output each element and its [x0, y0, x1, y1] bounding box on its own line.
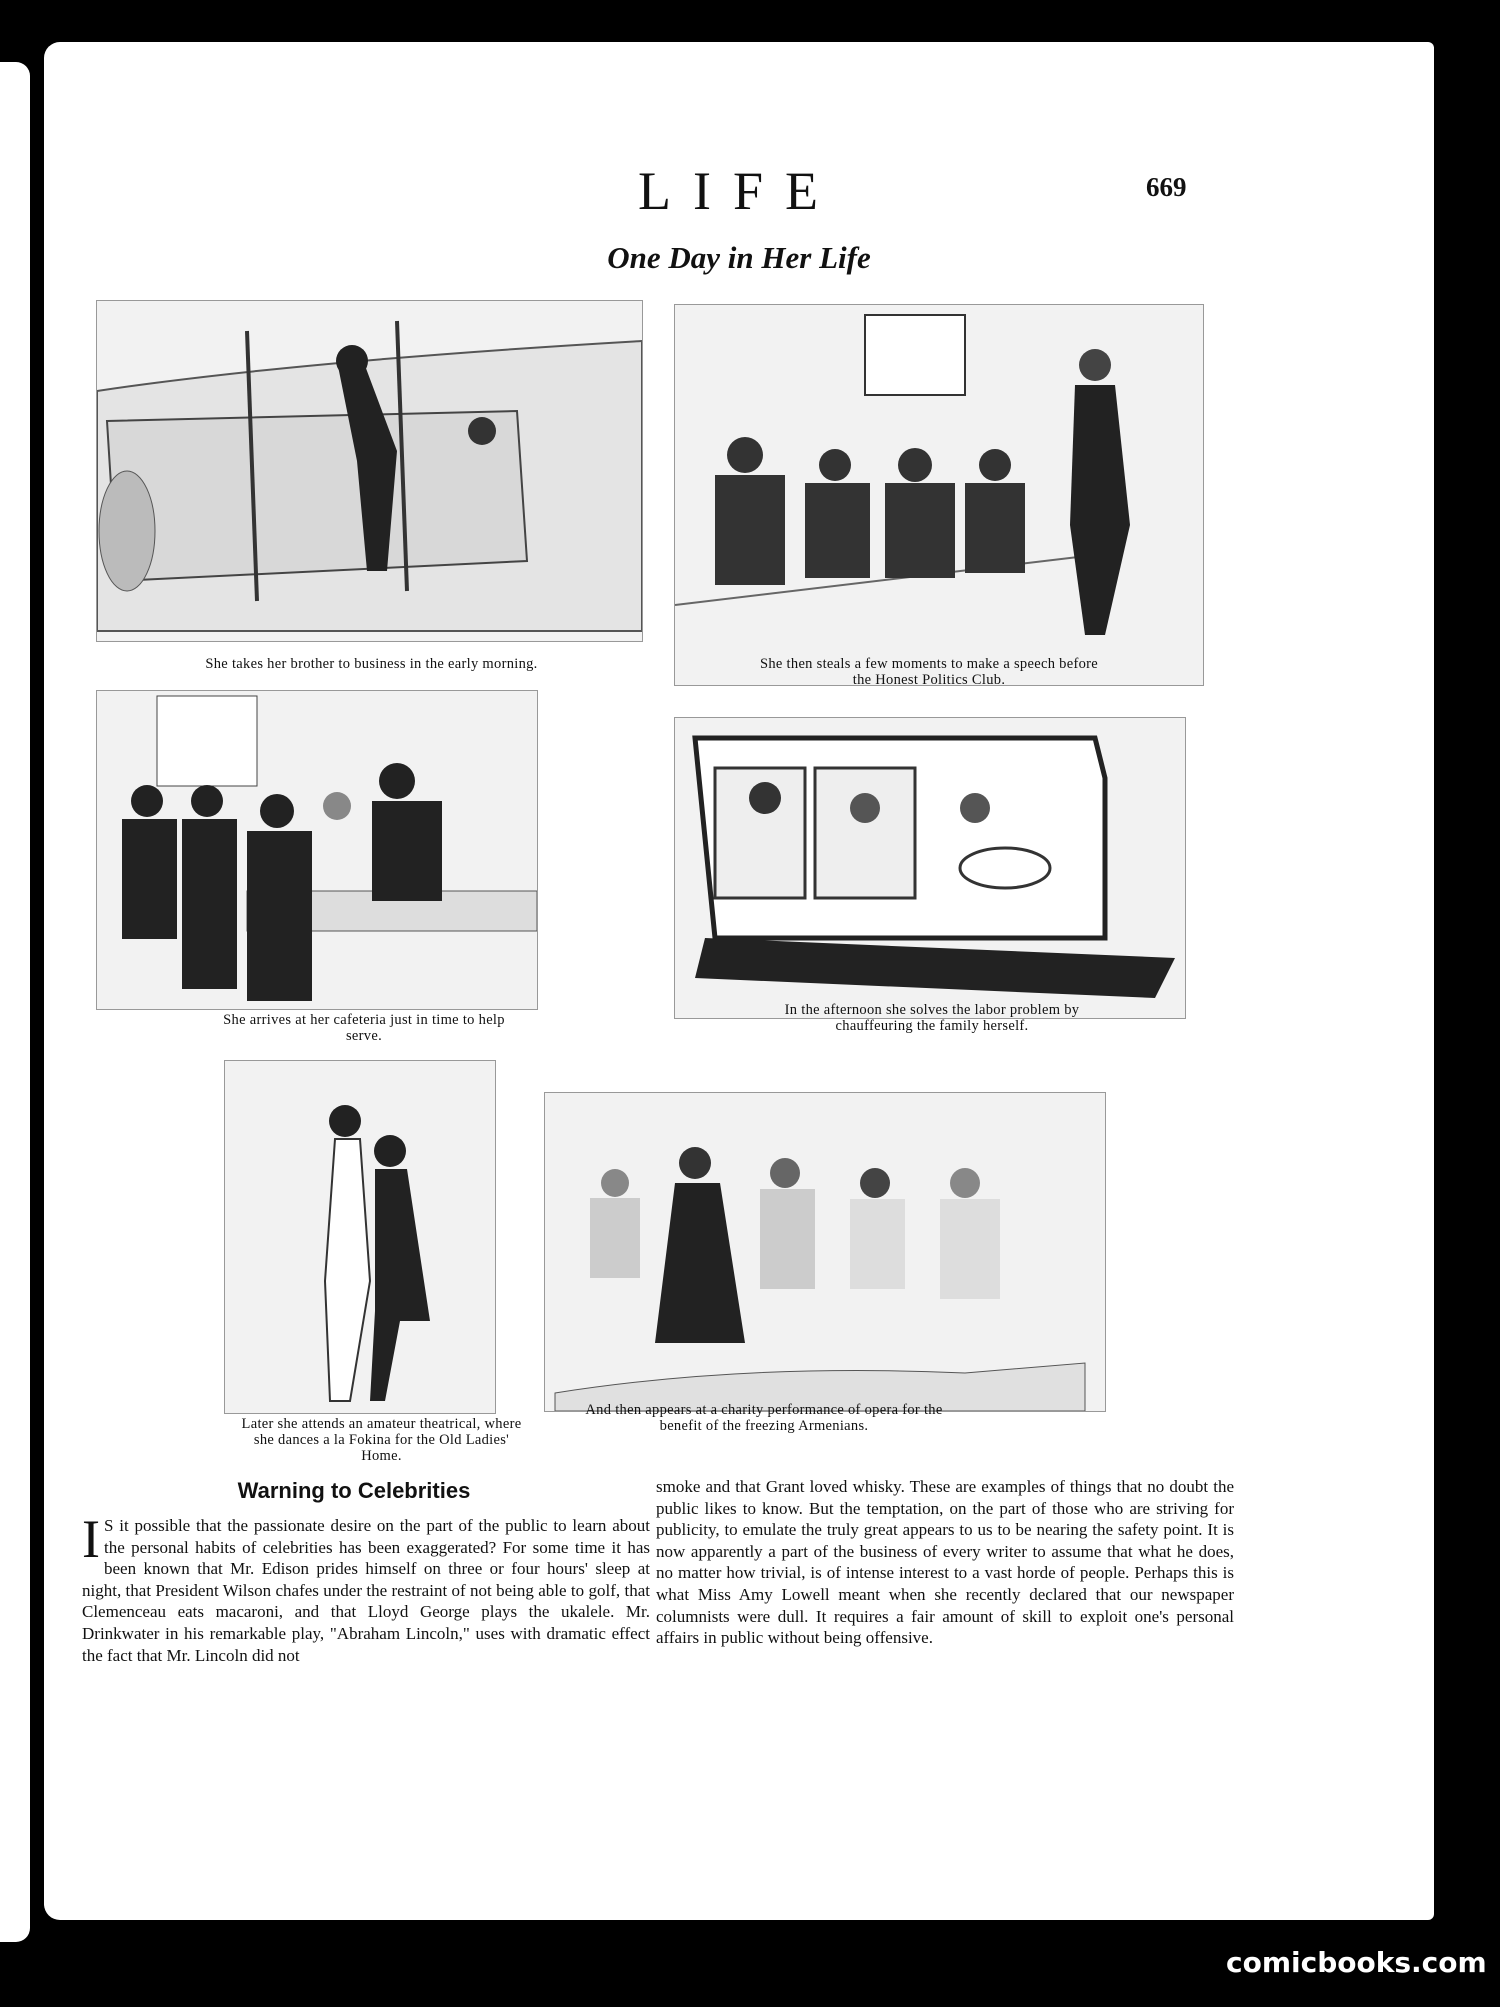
masthead: LIFE — [638, 161, 840, 221]
article-column-1-text: S it possible that the passionate desire on the part of the public to learn about the personal habits of celebrities has been exaggerated? For some time it has been known that Mr. Edison prides himself on three or four hours' sleep at night, that President Wilson chafes under the restraint of not being able to golf, that Clemenceau eats macaroni, and that Lloyd George plays the ukalele. Mr. Drinkwater in his remarkable play, "Abraham Lincoln," uses with dramatic effect the fact that Mr. Lincoln did not — [82, 1516, 650, 1665]
drop-cap: I — [82, 1509, 100, 1569]
illustration-dancers — [224, 1060, 496, 1414]
illustration-cafeteria — [96, 690, 538, 1010]
magazine-page — [44, 42, 1434, 1920]
caption-cafeteria: She arrives at her cafeteria just in time to help serve. — [223, 1012, 505, 1044]
caption-airplane: She takes her brother to business in the early morning. — [205, 656, 538, 672]
illustration-opera — [544, 1092, 1106, 1412]
illustration-airplane — [96, 300, 643, 642]
page-number: 669 — [1146, 172, 1187, 202]
facing-page-edge — [0, 62, 30, 1942]
illustration-speech — [674, 304, 1204, 686]
article-title: Warning to Celebrities — [237, 1478, 471, 1503]
caption-speech: She then steals a few moments to make a speech before the Honest Politics Club. — [759, 656, 1098, 688]
article-column-1 — [82, 1509, 650, 1666]
caption-car: In the afternoon she solves the labor problem by chauffeuring the family herself. — [784, 1002, 1080, 1034]
article-column-2 — [656, 1476, 1234, 1649]
caption-dancers: Later she attends an amateur theatrical, where she dances a la Fokina for the Old Ladies' Home. — [241, 1416, 522, 1464]
article-column-2-text: smoke and that Grant loved whisky. These are examples of things that no doubt the public likes to know. But the temptation, on the part of those who are striving for publicity, to emulate the truly great appears to us to be nearing the safety point. It is now apparently a part of the business of every writer to assume that what he does, no matter how trivial, is of intense interest to a vast horde of people. Perhaps this is what Miss Amy Lowell meant when she recently declared that our newspaper columnists were dull. It requires a fair amount of skill to exploit one's personal affairs in public without being offensive. — [656, 1477, 1234, 1648]
page-subtitle: One Day in Her Life — [607, 240, 871, 275]
caption-opera: And then appears at a charity performance of opera for the benefit of the freezing Armenians. — [585, 1402, 943, 1434]
illustration-car — [674, 717, 1186, 1019]
watermark: comicbooks.com — [1226, 1946, 1487, 1979]
